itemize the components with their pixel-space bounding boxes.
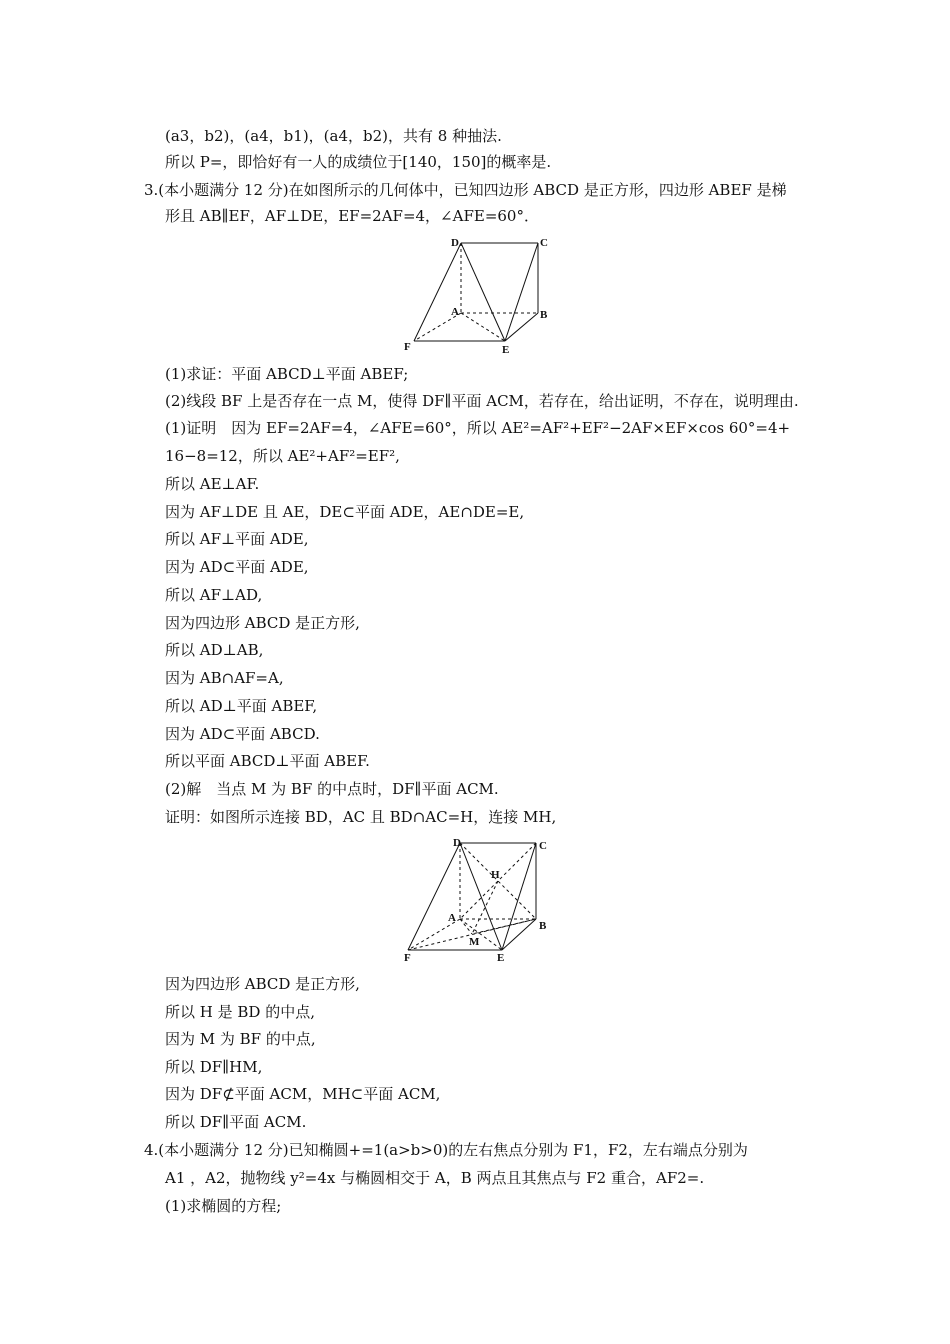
text-line: 形且 AB∥EF，AF⊥DE，EF=2AF=4，∠AFE=60°． bbox=[165, 207, 539, 225]
geometry-figure-2 bbox=[396, 832, 558, 966]
text-line: 所以 AD⊥AB, bbox=[165, 641, 264, 659]
label-A: A bbox=[451, 306, 459, 318]
label-F: F bbox=[404, 952, 411, 964]
text-line: 所以 AE⊥AF. bbox=[165, 475, 260, 493]
text-line: 因为四边形 ABCD 是正方形, bbox=[165, 975, 360, 993]
text-line: 所以 AF⊥AD, bbox=[165, 586, 263, 604]
problem-4-statement: 4.(本小题满分 12 分)已知椭圆+=1(a>b>0)的左右焦点分别为 F1，F2，左右端点分别为 bbox=[144, 1141, 748, 1159]
text-line: (a3，b2)，(a4，b1)，(a4，b2)，共有 8 种抽法. bbox=[165, 127, 502, 145]
label-B: B bbox=[539, 920, 547, 932]
text-line: 16−8=12，所以 AE²+AF²=EF², bbox=[165, 447, 400, 465]
text-line: 所以 DF∥平面 ACM. bbox=[165, 1113, 307, 1131]
text-line: 所以 DF∥HM, bbox=[165, 1058, 263, 1076]
label-F: F bbox=[404, 341, 411, 353]
text-line: (1)求椭圆的方程; bbox=[165, 1197, 282, 1215]
problem-3-statement: 3.(本小题满分 12 分)在如图所示的几何体中，已知四边形 ABCD 是正方形，四边形 ABEF 是梯 bbox=[144, 181, 787, 199]
text-line: A1 ，A2，抛物线 y²=4x 与椭圆相交于 A，B 两点且其焦点与 F2 重合，AF2=. bbox=[165, 1169, 705, 1187]
text-line: (2)解 当点 M 为 BF 的中点时，DF∥平面 ACM. bbox=[165, 780, 499, 798]
label-M: M bbox=[469, 936, 480, 948]
label-E: E bbox=[502, 344, 510, 356]
text-line: 所以 H 是 BD 的中点, bbox=[165, 1003, 315, 1021]
label-B: B bbox=[540, 309, 548, 321]
text-line: 因为 M 为 BF 的中点, bbox=[165, 1030, 316, 1048]
text-line: (1)求证：平面 ABCD⊥平面 ABEF; bbox=[165, 365, 409, 383]
label-A: A bbox=[448, 912, 456, 924]
text-line: (1)证明 因为 EF=2AF=4，∠AFE=60°，所以 AE²=AF²+EF²−2AF×EF×cos 60°=4+ bbox=[165, 419, 791, 437]
text-line: 因为 AD⊂平面 ADE, bbox=[165, 558, 309, 576]
text-line: (2)线段 BF 上是否存在一点 M，使得 DF∥平面 ACM，若存在，给出证明，不存在，说明理由. bbox=[165, 392, 799, 410]
text-line: 因为 AF⊥DE 且 AE，DE⊂平面 ADE，AE∩DE=E, bbox=[165, 503, 525, 521]
label-D: D bbox=[453, 837, 461, 849]
label-C: C bbox=[539, 840, 547, 852]
label-H: H bbox=[491, 869, 500, 881]
label-C: C bbox=[540, 237, 548, 249]
text-line: 因为 AD⊂平面 ABCD. bbox=[165, 725, 320, 743]
text-line: 因为 AB∩AF=A, bbox=[165, 669, 284, 687]
text-line: 所以 AD⊥平面 ABEF, bbox=[165, 697, 318, 715]
text-line: 所以 AF⊥平面 ADE, bbox=[165, 530, 309, 548]
label-E: E bbox=[497, 952, 505, 964]
text-line: 所以 P=，即恰好有一人的成绩位于[140，150]的概率是. bbox=[165, 153, 552, 171]
text-line: 所以平面 ABCD⊥平面 ABEF. bbox=[165, 752, 370, 770]
text-line: 证明：如图所示连接 BD，AC 且 BD∩AC=H，连接 MH, bbox=[165, 808, 557, 826]
geometry-figure-1 bbox=[398, 233, 558, 357]
text-line: 因为四边形 ABCD 是正方形, bbox=[165, 614, 360, 632]
text-line: 因为 DF⊄平面 ACM，MH⊂平面 ACM, bbox=[165, 1085, 441, 1103]
label-D: D bbox=[451, 237, 459, 249]
